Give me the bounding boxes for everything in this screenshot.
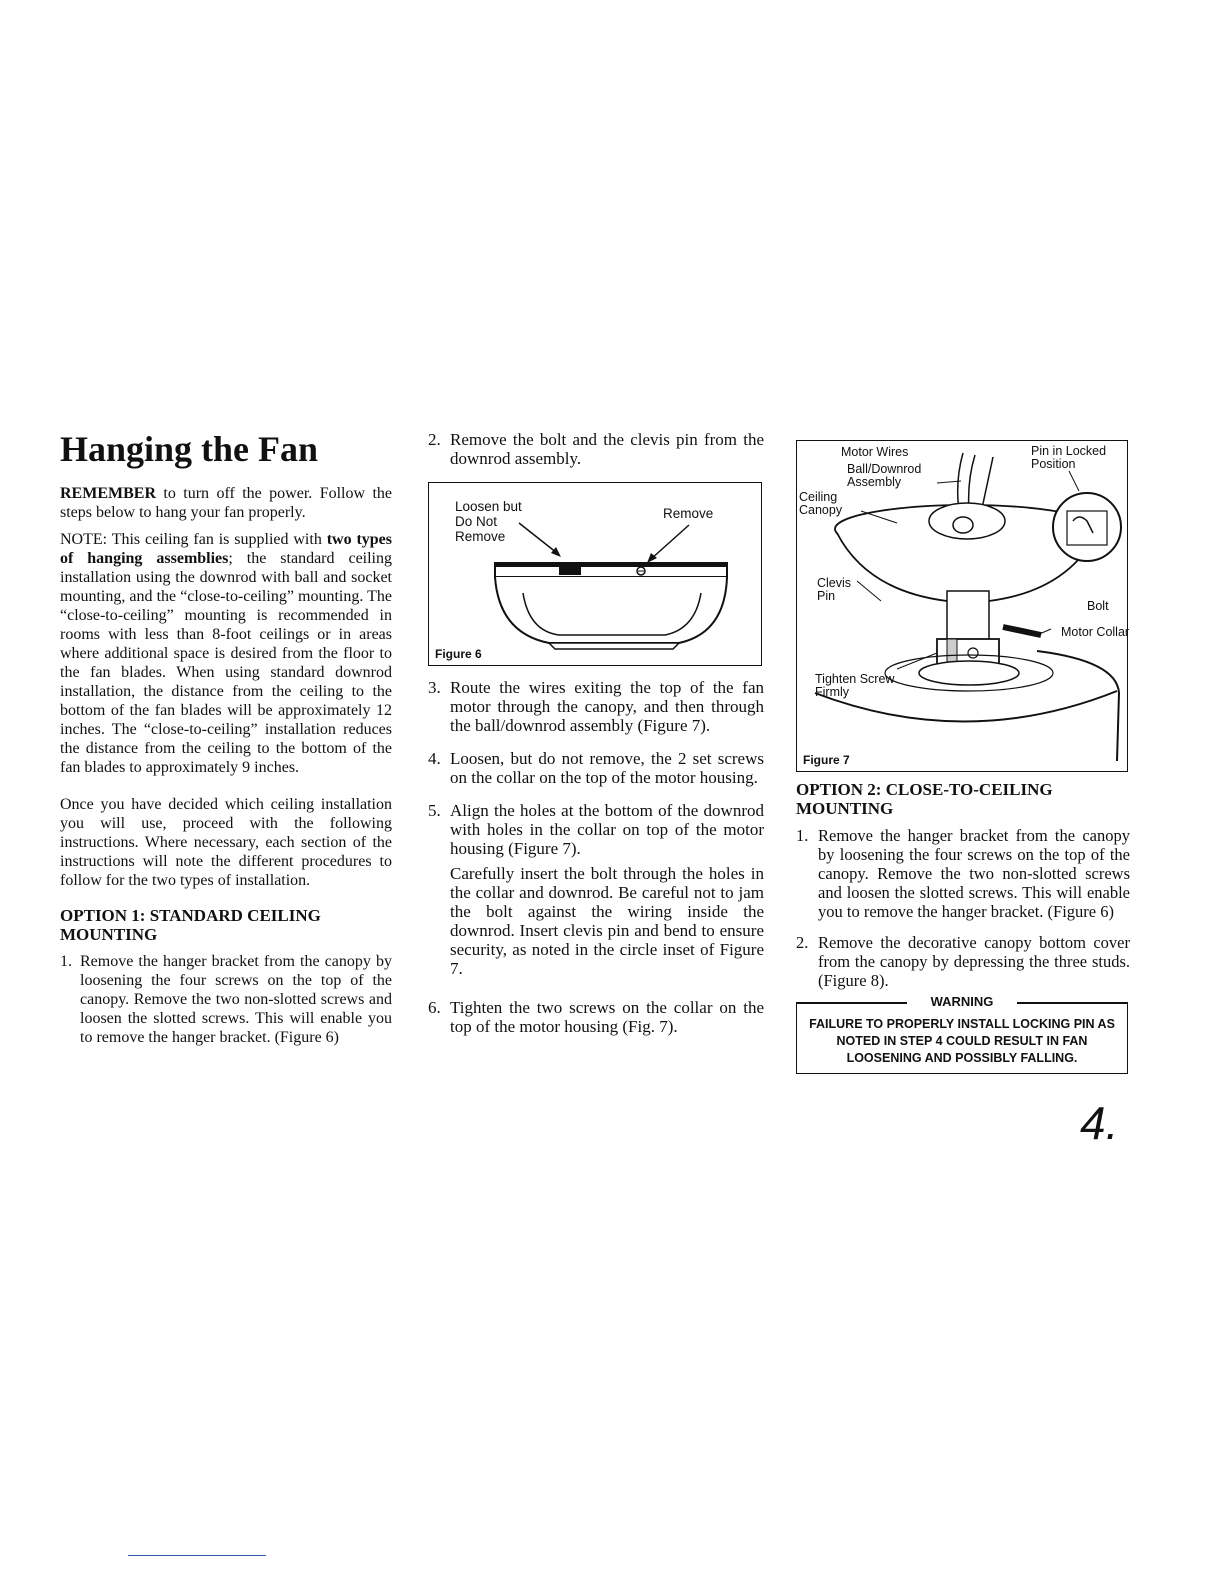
figure-6 [428, 482, 762, 666]
page-number: 4. [1080, 1097, 1119, 1149]
warning-box [796, 994, 1128, 1074]
once-paragraph: Once you have decided which ceiling installation you will use, proceed with the following instructions. Where necessary, each section of the instructions will note the different procedures to follow for the two types of installation. [60, 795, 392, 889]
figure-7 [796, 440, 1128, 772]
step-number: 6. [428, 998, 441, 1017]
option1-step-4 [428, 749, 764, 787]
option1-step-6 [428, 998, 764, 1036]
label-pin-locked-position: Pin in Locked Position [1031, 444, 1107, 471]
step-number: 2. [428, 430, 441, 449]
step-number: 4. [428, 749, 441, 768]
note-rest: ; the standard ceiling installation using the downrod with ball and socket mounting, and the “close-to-ceiling” mounting. The “close-to-ceiling” mounting is recommended in rooms with less than 8-foot ceilings or in areas where additional space is desired from the floor to the fan blades. When using standard downrod installation, the distance from the ceiling to the bottom of the fan blades will be approximately 12 inches. The “close-to-ceiling” installation reduces the distance from the ceiling to the bottom of the fan blades to approximately 9 inches. [60, 549, 393, 776]
middle-column [428, 430, 764, 1050]
slotted-screw-icon [559, 567, 581, 575]
step-number: 3. [428, 678, 441, 697]
step-text-continued: Carefully insert the bolt through the holes in the collar and downrod. Be careful not to jam the bolt against the wiring inside the downrod. Insert clevis pin and bend to ensure security, as noted in the circle inset of Figure 7. [450, 864, 764, 978]
label-clevis-pin: Clevis Pin [817, 576, 852, 603]
option2-step-2 [796, 933, 1130, 990]
label-bolt: Bolt [1087, 599, 1109, 613]
step-text: Remove the bolt and the clevis pin from the downrod assembly. [450, 430, 764, 468]
note-bold: two types of hanging assemblies [60, 530, 392, 567]
left-column [60, 430, 392, 1057]
option2-step-1 [796, 826, 1130, 921]
step-number: 1. [60, 952, 72, 970]
warning-text: FAILURE TO PROPERLY INSTALL LOCKING PIN AS NOTED IN STEP 4 COULD RESULT IN FAN LOOSENING AND POSSIBLY FALLING. [809, 1017, 1115, 1065]
remember-label: REMEMBER [60, 484, 156, 502]
step-number: 2. [796, 933, 809, 952]
option1-heading: OPTION 1: STANDARD CEILING MOUNTING [60, 905, 321, 944]
right-column [796, 440, 1130, 1074]
label-ceiling-canopy: Ceiling Canopy [799, 490, 843, 517]
label-tighten-screw-firmly: Tighten Screw Firmly [815, 672, 895, 699]
remember-text: to turn off the power. Follow the steps below to hang your fan properly. [60, 484, 392, 521]
label-motor-wires: Motor Wires [841, 445, 909, 459]
option1-step-3 [428, 678, 764, 735]
note-paragraph [60, 530, 392, 777]
label-loosen-do-not-remove: Loosen but Do Not Remove [455, 499, 522, 544]
page-title: Hanging the Fan [60, 429, 319, 469]
step-text: Remove the hanger bracket from the canopy by loosening the four screws on the top of the canopy. Remove the two non-slotted screws and loosen the slotted screws. This will enable you to remove the hanger bracket. (Figure 6) [818, 826, 1130, 921]
option1-step-2 [428, 430, 764, 468]
label-remove: Remove [663, 506, 714, 521]
step-text: Tighten the two screws on the collar on the top of the motor housing (Fig. 7). [450, 998, 764, 1036]
step-number: 5. [428, 801, 441, 820]
figure-7-caption: Figure 7 [803, 753, 850, 767]
label-motor-collar: Motor Collar [1061, 625, 1130, 639]
note-start: NOTE: This ceiling fan is supplied with [60, 530, 327, 548]
step-text-group [450, 801, 764, 984]
step-text: Remove the hanger bracket from the canopy by loosening the four screws on the top of the canopy. Remove the two non-slotted screws and loosen the slotted screws. This will enable you to remove the hanger bracket. (Figure 6) [80, 952, 392, 1046]
fan-assembly-drawing [797, 441, 1125, 769]
option2-heading: OPTION 2: CLOSE-TO-CEILING MOUNTING [796, 780, 1053, 818]
step-text: Loosen, but do not remove, the 2 set screws on the collar on the top of the motor housing. [450, 749, 764, 787]
option1-step-1 [60, 952, 392, 1047]
step-text: Align the holes at the bottom of the downrod with holes in the collar on top of the motor housing (Figure 7). [450, 801, 764, 858]
figure-6-caption: Figure 6 [435, 647, 482, 661]
warning-title: WARNING [930, 994, 994, 1009]
label-ball-downrod-assembly: Ball/Downrod Assembly [847, 462, 922, 489]
step-text: Remove the decorative canopy bottom cover from the canopy by depressing the three studs. (Figure 8). [818, 933, 1130, 990]
canopy-drawing [429, 483, 759, 663]
remember-paragraph [60, 484, 392, 522]
step-number: 1. [796, 826, 809, 845]
footer-rule [128, 1555, 266, 1556]
option1-step-5 [428, 801, 764, 984]
step-text: Route the wires exiting the top of the fan motor through the canopy, and then through the ball/downrod assembly (Figure 7). [450, 678, 764, 735]
